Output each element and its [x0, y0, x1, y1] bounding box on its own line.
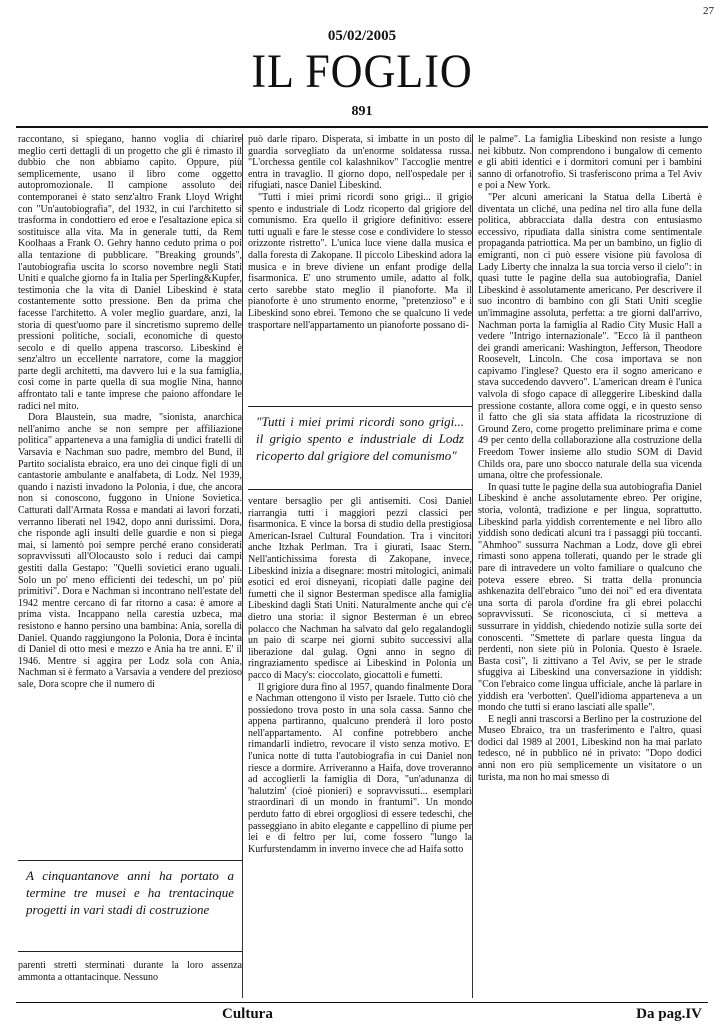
column-3 — [478, 134, 702, 998]
column-1-text-a — [18, 134, 242, 854]
paragraph: "Per alcuni americani la Statua della Libertà è diventata un cliché, una pedina nel tiro alla fune della politica, abbracciata dalla destra con entusiasmo eccessivo, ripudiata dalla sinistra come sentimentale propaganda patriottica. Ma per un bambino, un figlio di emigranti, non ci può essere visione più favolosa di Lady Liberty che innalza la sua torcia verso il cielo": in quasi tutte le pagine della sua autobiografia, Daniel Libeskind è assolutamente americano. Per descrivere il suo incontro di bambino con gli Stati Uniti sceglie un'immagine assoluta, perfetta: a tre giorni dall'arrivo, Nachman porta la famiglia al Radio City Music Hall a vedere "Intrigo internazionale". "Ecco là il pantheon dei grandi americani: Washington, Jefferson, Theodore Roosevelt, Lincoln. Che cosa importava se non capivamo l'inglese? Questo era il sogno americano e stava succedendo davvero". L'american dream è l'unica valvola di sfogo capace di alleggerire Libeskind dalla pressione costante, allora come oggi, e in questo senso il fatto che gli sia stata affidata la ricostruzione di Ground Zero, come progetto preliminare prima e come 49 per cento della collaborazione alla costruzione della Freedom Tower insieme allo studio SOM di David Childs ora, pare uno sbocco naturale della sua vicenda umana, oltre che professionale. — [478, 191, 702, 482]
paragraph: Il grigiore dura fino al 1957, quando finalmente Dora e Nachman ottengono il visto per Israele. Tutto ciò che possiedono trova posto in una sola cassa. Sanno che appena partiranno, qualcuno prenderà il loro posto nell'appartamento. Al confine potrebbero anche rimandarli indietro, revocare il visto senza motivo. E' l'unica notte di tutta l'autobiografia in cui Daniel non riesce a dormire. Arriveranno a Haifa, dove troveranno ad accoglierli la famiglia di Dora, "un'adunanza di 'halutzim' (cioè pionieri) e sopravvissuti... esemplari straordinari di un mondo in frantumi". Un mondo perduto fatto di ebrei orgogliosi di essere tedeschi, che passeggiano in abito elegante e cappellino di piume per lei e di feltro per lui, come fossero "lungo la Kurfurstendamm in inverno invece che ad Haifa sotto — [248, 681, 472, 855]
paragraph: ventare bersaglio per gli antisemiti. Così Daniel riarrangia tutti i maggiori pezzi classici per fisarmonica. E vince la borsa di studio della prestigiosa American-Israel Cultural Foundation. Tra i vincitori anche Itzhak Perlman. Tra i giurati, Isaac Stern. Nell'antichissima foresta di Zakopane, invece, Libeskind inizia a disegnare: mostri mitologici, animali esotici ed eroi disneyani, ricopiati dalle pagine dei fumetti che il signor Besterman spedisce alla famiglia Libeskind dagli Stati Uniti. Naturalmente anche qui c'è dietro una storia: il signor Besterman è un ebreo polacco che Nachman ha salvato dal gelo regalandogli un paio di scarpe nei giorni subito successivi alla liberazione dal gulag. Ogni anno in segno di ringraziamento spedisce ai Libeskind in Polonia un pacco di Macy's: cioccolato, giocattoli e fumetti. — [248, 496, 472, 681]
section-label: Cultura — [222, 1006, 273, 1022]
top-rule — [16, 126, 708, 128]
column-2-text-a — [248, 134, 472, 402]
column-3-text — [478, 134, 702, 998]
pull-quote: "Tutti i miei primi ricordi sono grigi... il grigio spento e industriale di Lodz ricoperto dal grigiore del comunismo" — [248, 406, 472, 490]
masthead: IL FOGLIO — [251, 45, 473, 98]
column-divider — [242, 134, 243, 998]
paragraph: In quasi tutte le pagine della sua autobiografia Daniel Libeskind è anche assolutamente ebreo. Per origine, storia, volontà, tradizione e per lingua, soprattutto. Libeskind parla yiddish correntemente e nel libro allo yiddish sono dedicati alcuni tra i passaggi più toccanti. "Ahmhoo" sussurra Nachman a Lodz, dove gli ebrei rimasti sono appena tollerati, quando per le strade gli pare di intravedere un volto familiare o qualcuno che poteva essere ebreo. Si tratta della pronuncia ashkenazita dell'ebraico "uno dei noi" ed era diventata una sorta di parola d'ordine fra gli ebrei polacchi sopravvissuti. Se riconosciuta, ci si metteva a sussurrare in yiddish, chiedendo notizie sulla sorte dei conoscenti. "Smettete di parlare questa lingua da perdenti, non siete più in Polonia. Questo è Israele. Basta così", li zittivano a Tel Aviv, se per le strade sfuggiva ai Libeskind una conversazione in yiddish: "Con l'ebraico come lingua ufficiale, anche là parlare in yiddish era 'verbotten'. Quell'idioma apparteneva a un mondo che tutti si erano lasciati alle spalle". — [478, 481, 702, 714]
issue-date: 05/02/2005 — [327, 28, 397, 44]
paragraph: le palme". La famiglia Libeskind non resiste a lungo nei kibbutz. Non comprendono i bungalow di cemento e gli abiti identici e i dormitori comuni per i bambini sanno di orfanotrofio. Si trasferiscono prima a Tel Aviv e poi a New York. — [478, 134, 702, 192]
paragraph: E negli anni trascorsi a Berlino per la costruzione del Museo Ebraico, tra un trasferimento e l'altro, quasi dodici dal 1989 al 2001, Libeskind non ha mai parlato tedesco, né in pubblico né in privato: "Dopo dodici anni non ero più semplicemente un visitatore o un turista, ma non ho mai smesso di — [478, 713, 702, 783]
column-1-text-b — [18, 960, 242, 998]
paragraph: parenti stretti sterminati durante la loro assenza ammonta a ottantacinque. Nessuno — [18, 960, 242, 983]
column-2-text-b — [248, 496, 472, 998]
paragraph: raccontano, si spiegano, hanno voglia di chiarire meglio certi dettagli di un progetto che gli è rimasto il dubbio che non abbiamo capito. Oppure, più semplicemente, usano il libro come oggetto autopromozionale. Il campione assoluto dei contemporanei è stato senz'altro Frank Lloyd Wright con "Un'autobiografia", del 1932, in cui l'architetto si trasforma in condottiero ed eroe e l'esaltazione epica si sostituisce alla vita. Ma in generale tutti, da Rem Koolhaas a Frank O. Gehry hanno ceduto prima o poi alla tentazione di pubblicare. "Breaking grounds", l'autobiografia uscita lo scorso novembre negli Stati Uniti e qualche giorno fa in Italia per Sperling&Kupfer, testimonia che la vita di Daniel Libeskind è stata costantemente sotto pressione. Ben da prima che facesse l'architetto. A voler meglio guardare, anzi, la storia di quest'uomo pare il sincretismo supremo delle pressioni politiche, sociali, economiche di questo secolo e di quello appena trascorso. Libeskind è senz'altro un eccellente narratore, come la maggior parte degli architetti, ma davvero lui e la sua famiglia, così come in parte quella di sua moglie Nina, hanno affrontato tali e tante imprese che paiono affondare le radici nel mito. — [18, 134, 242, 412]
column-1 — [18, 134, 242, 998]
column-2 — [248, 134, 472, 998]
issue-number: 891 — [351, 104, 373, 119]
paragraph: Dora Blaustein, sua madre, "sionista, anarchica nell'animo anche se non sempre per affiliazione politica" apparteneva a una famiglia di undici fratelli di Varsavia e Nachman suo padre, membro del Bund, il Partito socialista ebraico, era uno dei cinque figli di un cantastorie ambulante e analfabeta, di Lodz. Nel 1939, quando i nazisti invadono la Polonia, i due, che ancora non si conoscono, fuggono in Unione Sovietica. Catturati dall'Armata Rossa e mandati ai lavori forzati, verranno liberati nel 1942, dopo anni durissimi. Dora, che risponde agli insulti delle guardie e non si piega mai, si lamentò poi sempre perché erano considerati sopravvissuti all'Olocausto solo i reduci dai campi gestiti dalla Gestapo: "Quelli sovietici erano uguali. Solo un po' meno efficienti dei tedeschi, un po' più primitivi". Dora e Nachman si incontrano nell'estate del 1942 mentre cercano di far ritorno a casa: è amore a prima vista. Incappano nella carestia uzbeca, ma resistono e hanno persino una bambina: Ania, sorella di Daniel. Quando raggiungono la Polonia, Dora è incinta di Daniel di otto mesi e mezzo e Ania ha tre anni. E' il 1946. Mentre si aggira per Lodz sola con Ania, Nachman si è fermato a Varsavia a vendere del prezioso sale, Dora scopre che il numero di — [18, 412, 242, 690]
column-divider — [472, 134, 473, 998]
paragraph: "Tutti i miei primi ricordi sono grigi... il grigio spento e industriale di Lodz ricoperto dal grigiore del comunismo. Era quello il grigiore definitivo: essere tutti uguali e fare le stesse cose e condividere lo stesso orizzonte ristretto". L'unica luce viene dalla musica e dalla foresta di Zakopane. Il piccolo Libeskind adora la musica e in breve diviene un enfant prodige della fisarmonica. E' uno strumento umile, adatto al folk, certo sarebbe stato meglio il pianoforte. Ma il pianoforte è uno strumento enorme, "pretenzioso" e i Libeskind sono ebrei. Temono che se qualcuno li vede trasportare nell'appartamento un pianoforte possano di- — [248, 191, 472, 331]
bottom-rule — [16, 1002, 708, 1003]
continuation-label: Da pag.IV — [636, 1006, 702, 1022]
pull-quote: A cinquantanove anni ha portato a termine tre musei e ha trentacinque progetti in vari stadi di costruzione — [18, 860, 242, 952]
page-number: 27 — [703, 5, 714, 17]
paragraph: può darle riparo. Disperata, si imbatte in un posto di guardia sorvegliato da un'enorme soldatessa russa. "L'orchessa gentile col kalashnikov" l'accoglie mentre entra in travaglio. Il giorno dopo, nell'ospedale per i rifugiati, nasce Daniel Libeskind. — [248, 134, 472, 192]
